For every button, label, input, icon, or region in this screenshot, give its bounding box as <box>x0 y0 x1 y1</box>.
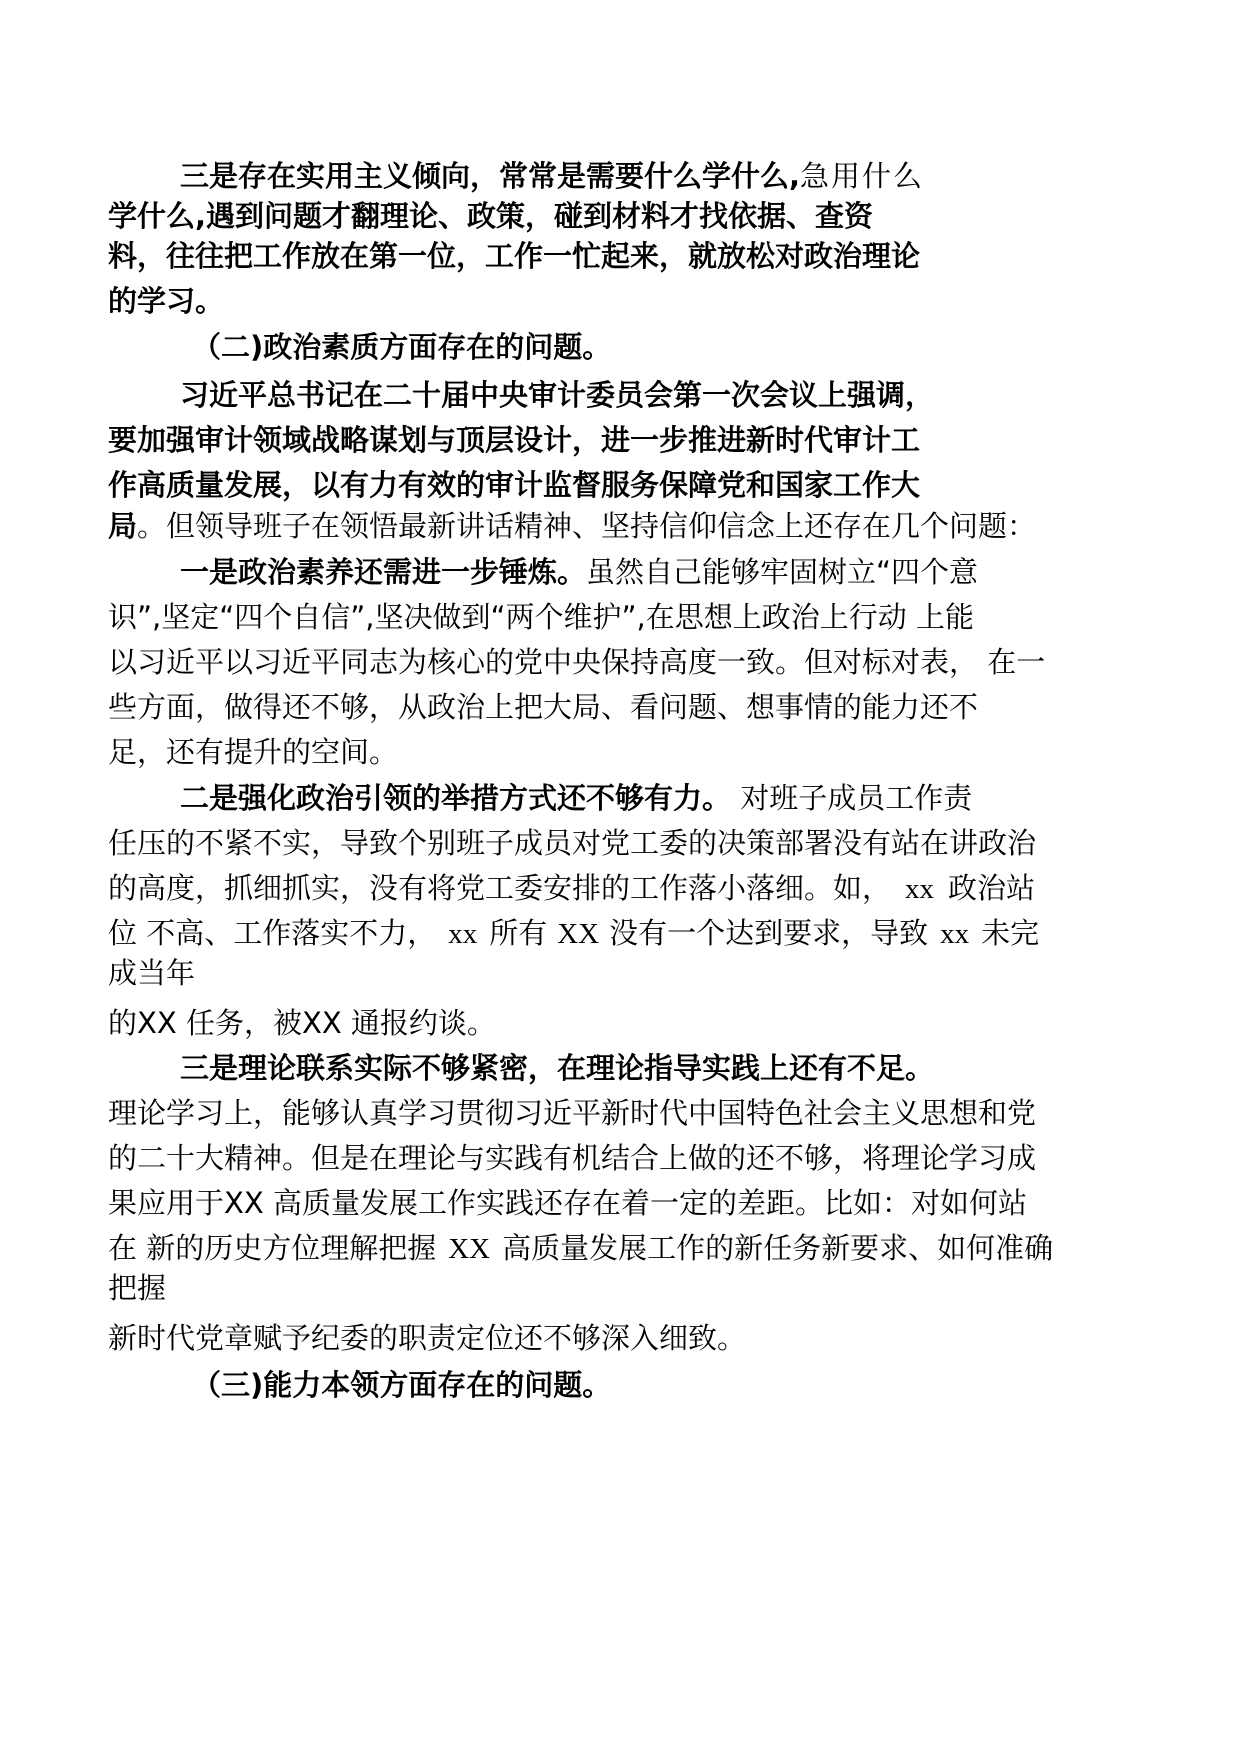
section-heading: （三)能力本领方面存在的问题。 <box>192 1368 612 1402</box>
paragraph-line: 局。但领导班子在领悟最新讲话精神、坚持信仰信念上还存在几个问题： <box>108 509 1037 543</box>
paragraph-line: 的XX 任务，被XX 通报约谈。 <box>108 1006 496 1040</box>
paragraph-line: 以习近平以习近平同志为核心的党中央保持高度一致。但对标对表， 在一 <box>108 645 1046 679</box>
paragraph-line: 在 新的历史方位理解把握 XX 高质量发展工作的新任务新要求、如何准确 <box>108 1231 1054 1265</box>
paragraph-line: 料，往往把工作放在第一位，工作一忙起来，就放松对政治理论 <box>108 239 921 273</box>
section-heading: （二)政治素质方面存在的问题。 <box>192 330 612 364</box>
paragraph-line: 理论学习上，能够认真学习贯彻习近平新时代中国特色社会主义思想和党 <box>108 1096 1037 1130</box>
paragraph-line: 识”,坚定“四个自信”,坚决做到“两个维护”,在思想上政治上行动 上能 <box>108 600 974 634</box>
paragraph-line: 学什么,遇到问题才翻理论、政策，碰到材料才找依据、查资 <box>108 199 874 233</box>
paragraph-line: 要加强审计领域战略谋划与顶层设计，进一步推进新时代审计工 <box>108 423 921 457</box>
paragraph-line: 足，还有提升的空间。 <box>108 735 399 769</box>
paragraph-line: 的高度，抓细抓实，没有将党工委安排的工作落小落细。如， xx 政治站 <box>108 871 1036 905</box>
paragraph-line: 作高质量发展，以有力有效的审计监督服务保障党和国家工作大 <box>108 468 921 502</box>
paragraph-line: 位 不高、工作落实不力， xx 所有 XX 没有一个达到要求，导致 xx 未完 <box>108 916 1040 950</box>
paragraph-line: 二是强化政治引领的举措方式还不够有力。 对班子成员工作责 <box>180 781 973 815</box>
paragraph-line: 新时代党章赋予纪委的职责定位还不够深入细致。 <box>108 1321 747 1355</box>
paragraph-line: 果应用于XX 高质量发展工作实践还存在着一定的差距。比如：对如何站 <box>108 1186 1027 1220</box>
paragraph-line: 的二十大精神。但是在理论与实践有机结合上做的还不够，将理论学习成 <box>108 1141 1037 1175</box>
paragraph-line: 任压的不紧不实，导致个别班子成员对党工委的决策部署没有站在讲政治 <box>108 826 1037 860</box>
paragraph-line: 把握 <box>108 1271 167 1305</box>
paragraph-line: 的学习。 <box>108 284 225 318</box>
paragraph-line: 一是政治素养还需进一步锤炼。虽然自己能够牢固树立“四个意 <box>180 555 979 589</box>
paragraph-line: 三是存在实用主义倾向，常常是需要什么学什么,急用什么 <box>180 159 925 193</box>
paragraph-line: 习近平总书记在二十届中央审计委员会第一次会议上强调， <box>180 378 935 412</box>
paragraph-line: 些方面，做得还不够，从政治上把大局、看问题、想事情的能力还不 <box>108 690 979 724</box>
paragraph-line: 三是理论联系实际不够紧密，在理论指导实践上还有不足。 <box>180 1051 935 1085</box>
paragraph-line: 成当年 <box>108 956 196 990</box>
